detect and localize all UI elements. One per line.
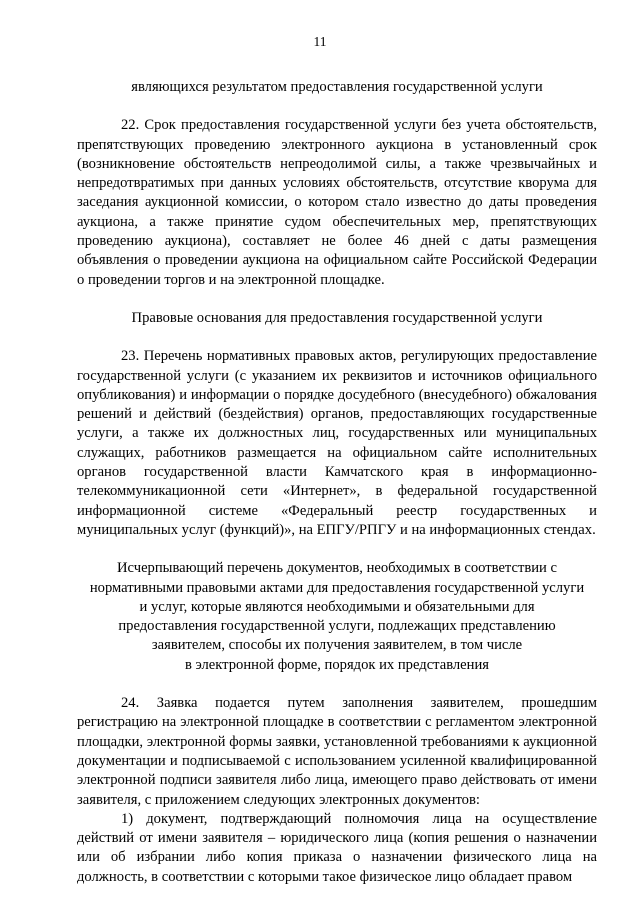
list-item-1: 1) документ, подтверждающий полномочия лица на осуществление действий от имени заявителя – юридического лица (копия решения о назначении или об избрании либо копия приказа о назначении физического лица на должность, в соответствии с которыми такое физическое лицо обладает правом bbox=[77, 810, 597, 885]
page-number: 11 bbox=[313, 34, 327, 49]
section-end-line: являющихся результатом предоставления государственной услуги bbox=[131, 79, 543, 95]
heading-documents-line: Исчерпывающий перечень документов, необходимых в соответствии с bbox=[117, 560, 557, 577]
heading-documents-line: и услуг, которые являются необходимыми и обязательными для bbox=[139, 598, 535, 615]
paragraph-24: 24. Заявка подается путем заполнения заявителем, прошедшим регистрацию на электронной площадке в соответствии с регламентом электронной площадки, электронной формы заявки, установленной требованиями к аукционной документации и подписываемой с использованием усиленной квалифицированной электронной подписи заявителя либо лица, имеющего право действовать от имени заявителя, с приложением следующих электронных документов: bbox=[77, 695, 597, 808]
document-body bbox=[77, 78, 597, 887]
heading-documents-line: предоставления государственной услуги, подлежащих представлению bbox=[118, 618, 556, 635]
heading-documents bbox=[77, 559, 597, 675]
heading-documents-line: заявителем, способы их получения заявителем, в том числе bbox=[151, 637, 523, 654]
heading-documents-line: нормативными правовыми актами для предоставления государственной услуги bbox=[89, 579, 585, 596]
heading-documents-line: в электронной форме, порядок их представления bbox=[184, 656, 489, 673]
paragraph-22: 22. Срок предоставления государственной услуги без учета обстоятельств, препятствующих проведению электронного аукциона в установленный срок (возникновение обстоятельств непреодолимой силы, а также чрезвычайных и непредотвратимых при данных условиях обстоятельств, отсутствие кворума для заседания аукционной комиссии, о котором стало известно до даты проведения аукциона, а также принятие судом обеспечительных мер, препятствующих проведению аукциона), составляет не более 46 дней с даты размещения объявления о проведении аукциона на официальном сайте Российской Федерации о проведении торгов и на электронной площадке. bbox=[77, 117, 597, 288]
heading-legal-basis: Правовые основания для предоставления государственной услуги bbox=[131, 309, 543, 326]
paragraph-23: 23. Перечень нормативных правовых актов, регулирующих предоставление государственной услуги (с указанием их реквизитов и источников официального опубликования) и информации о порядке досудебного (внесудебного) обжалования решений и действий (бездействия) органов, предоставляющих государственные услуги, а также их должностных лиц, государственных или муниципальных служащих, работников размещается на официальном сайте исполнительных органов государственной власти Камчатского края в информационно-телекоммуникационной сети «Интернет», в федеральной государственной информационной системе «Федеральный реестр государственных и муниципальных услуг (функций)», на ЕПГУ/РПГУ и на информационных стендах. bbox=[77, 348, 597, 538]
